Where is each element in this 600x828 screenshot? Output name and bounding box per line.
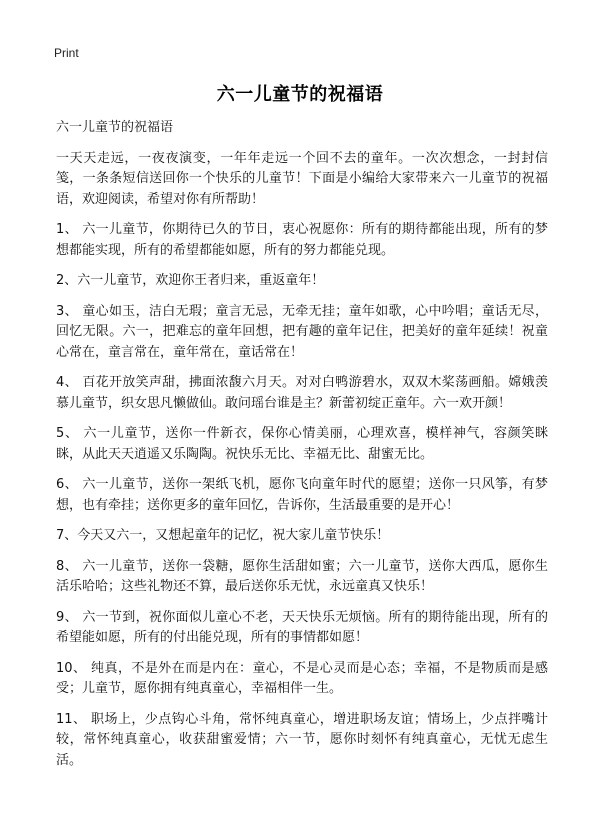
greeting-item-11: 11、 职场上，少点钩心斗角，常怀纯真童心，增进职场友谊；情场上，少点拌嘴计较，常怀纯真童心，收获甜蜜爱情；六一节，愿你时刻怀有纯真童心，无忧无虑生活。 <box>56 711 548 768</box>
page-title: 六一儿童节的祝福语 <box>216 84 384 105</box>
greeting-item-3: 3、 童心如玉，洁白无瑕；童言无忌，无牵无挂；童年如歌，心中吟唱；童话无尽，回忆无限。六一，把难忘的童年回想，把有趣的童年记住，把美好的童年延续！祝童心常在，童言常在，童年常在，童话常在！ <box>56 303 548 360</box>
document-subtitle: 六一儿童节的祝福语 <box>56 120 174 135</box>
greeting-item-2: 2、六一儿童节，欢迎你王者归来，重返童年！ <box>56 273 325 288</box>
greeting-item-6: 6、 六一儿童节，送你一架纸飞机，愿你飞向童年时代的愿望；送你一只风筝，有梦想，也有牵挂；送你更多的童年回忆，告诉你，生活最重要的是开心！ <box>56 477 548 513</box>
greeting-item-7: 7、今天又六一，又想起童年的记忆，祝大家儿童节快乐！ <box>56 528 390 543</box>
print-link[interactable]: Print <box>54 46 79 60</box>
intro-paragraph: 一天天走远，一夜夜演变，一年年走远一个回不去的童年。一次次想念，一封封信笺，一条条短信送回你一个快乐的儿童节！下面是小编给大家带来六一儿童节的祝福语，欢迎阅读，希望对你有所帮助！ <box>56 150 548 207</box>
document-body <box>56 118 548 781</box>
greeting-item-8: 8、 六一儿童节，送你一袋糖，愿你生活甜如蜜；六一儿童节，送你大西瓜，愿你生活乐哈哈；这些礼物还不算，最后送你乐无忧，永远童真又快乐！ <box>56 558 548 594</box>
greeting-item-4: 4、 百花开放笑声甜，拂面浓馥六月天。对对白鸭游碧水，双双木桨荡画船。嫦娥羡慕儿童节，织女思凡懒做仙。敢问瑶台谁是主？新蕾初绽正童年。六一欢开颜！ <box>56 375 548 411</box>
greeting-item-10: 10、 纯真，不是外在而是内在：童心，不是心灵而是心态；幸福，不是物质而是感受；儿童节，愿你拥有纯真童心，幸福相伴一生。 <box>56 660 548 696</box>
greeting-item-1: 1、 六一儿童节，你期待已久的节日，衷心祝愿你：所有的期待都能出现，所有的梦想都能实现，所有的希望都能如愿，所有的努力都能兑现。 <box>56 222 548 258</box>
greeting-item-5: 5、 六一儿童节，送你一件新衣，保你心情美丽，心理欢喜，模样神气，容颜笑眯眯，从此天天逍遥又乐陶陶。祝快乐无比、幸福无比、甜蜜无比。 <box>56 426 548 462</box>
greeting-item-9: 9、 六一节到，祝你面似儿童心不老，天天快乐无烦恼。所有的期待能出现，所有的希望能如愿，所有的付出能兑现，所有的事情都如愿！ <box>56 609 548 645</box>
